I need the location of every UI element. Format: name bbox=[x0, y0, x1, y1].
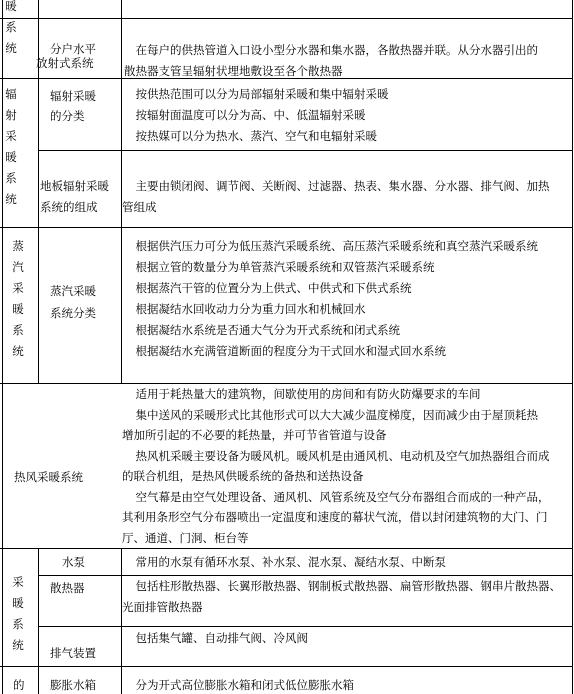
row-divider bbox=[0, 666, 573, 667]
row-divider bbox=[0, 548, 573, 549]
row-divider bbox=[38, 150, 573, 151]
row-content: 包括柱形散热器、长翼形散热器、钢制板式散热器、扁管形散热器、钢串片散热器、 光面排管散热器 bbox=[122, 579, 561, 614]
column-divider bbox=[2, 0, 3, 694]
column-divider bbox=[38, 227, 39, 383]
row-content: 适用于耗热量大的建筑物，间歇使用的房间和有防火防爆要求的车间 集中送风的采暖形式比其他形式可以大大减少温度梯度，因而减少由于屋顶耗热 增加所引起的不必要的耗热量，并可节省管道与设备 热风机采暖主要设备为暖风机。暖风机是由通风机、电动机及空气加热器组合而成 的联合机组，是热风供暖系统的备热和送热设备 空气幕是由空气处理设备、通风机、风管系统及空气分布器组合而成的一种产品， 其利用条形空气分布器喷出一定温度和速度的幕状气流，借以封闭建筑物的大门、门 厅、通道、门洞、柜台等 bbox=[122, 387, 550, 545]
category-heating-system: 采 暖 系 统 bbox=[12, 575, 24, 652]
row-content: 在每户的供热管道入口设小型分水器和集水器，各散热器并联。从分水器引出的 散热器支管呈辐射状埋地敷设至各个散热器 bbox=[124, 43, 538, 78]
column-divider bbox=[38, 548, 39, 694]
row-content: 按供热范围可以分为局部辐射采暖和集中辐射采暖 按辐射面温度可以分为高、中、低温辐射采暖 按热媒可以分为热水、蒸汽、空气和电辐射采暖 bbox=[124, 87, 389, 143]
row-content: 包括集气罐、自动排气阀、冷风阀 bbox=[124, 631, 308, 645]
row-label: 散热器 bbox=[50, 581, 85, 595]
row-divider bbox=[38, 626, 573, 627]
row-content: 根据供汽压力可分为低压蒸汽采暖系统、高压蒸汽采暖系统和真空蒸汽采暖系统 根据立管的数量分为单管蒸汽采暖系统和双管蒸汽采暖系统 根据蒸汽干管的位置分为上供式、中供式和下供式系统 根据凝结水回收动力分为重力回水和机械回水 根据凝结水系统是否通大气分为开式系统和闭式系统 根据凝结水充满管道断面的程度分为干式回水和湿式回水系统 bbox=[124, 239, 538, 358]
row-label: 分户水平 放射式系统 bbox=[36, 42, 96, 70]
row-content: 主要由锁闭阀、调节阀、关断阀、过滤器、热表、集水器、分水器、排气阀、加热 管组成 bbox=[122, 179, 550, 214]
row-content: 分为开式高位膨胀水箱和闭式低位膨胀水箱 bbox=[124, 678, 354, 692]
row-label: 膨胀水箱 bbox=[50, 678, 96, 692]
category-steam-heating: 蒸 汽 采 暖 系 统 bbox=[12, 239, 24, 358]
column-divider bbox=[121, 548, 122, 694]
row-label: 地板辐射采暖 系统的组成 bbox=[40, 179, 109, 214]
category-fragment-top: 暖 系 统 bbox=[5, 0, 17, 55]
category-fragment-bottom: 的 bbox=[13, 678, 25, 692]
category-hot-air-heating: 热风采暖系统 bbox=[14, 470, 83, 484]
row-divider bbox=[0, 227, 573, 228]
column-divider bbox=[38, 78, 39, 227]
row-label: 水泵 bbox=[62, 555, 85, 569]
row-label: 蒸汽采暖 系统分类 bbox=[50, 284, 96, 320]
column-divider bbox=[572, 0, 573, 694]
row-label: 排气装置 bbox=[50, 646, 96, 660]
column-divider bbox=[121, 0, 122, 383]
row-label: 辐射采暖 的分类 bbox=[50, 89, 96, 123]
row-content: 常用的水泵有循环水泵、补水泵、混水泵、凝结水泵、中断泵 bbox=[124, 555, 446, 569]
category-radiant-heating: 辐 射 采 暖 系 统 bbox=[5, 87, 17, 206]
row-divider bbox=[0, 18, 573, 19]
